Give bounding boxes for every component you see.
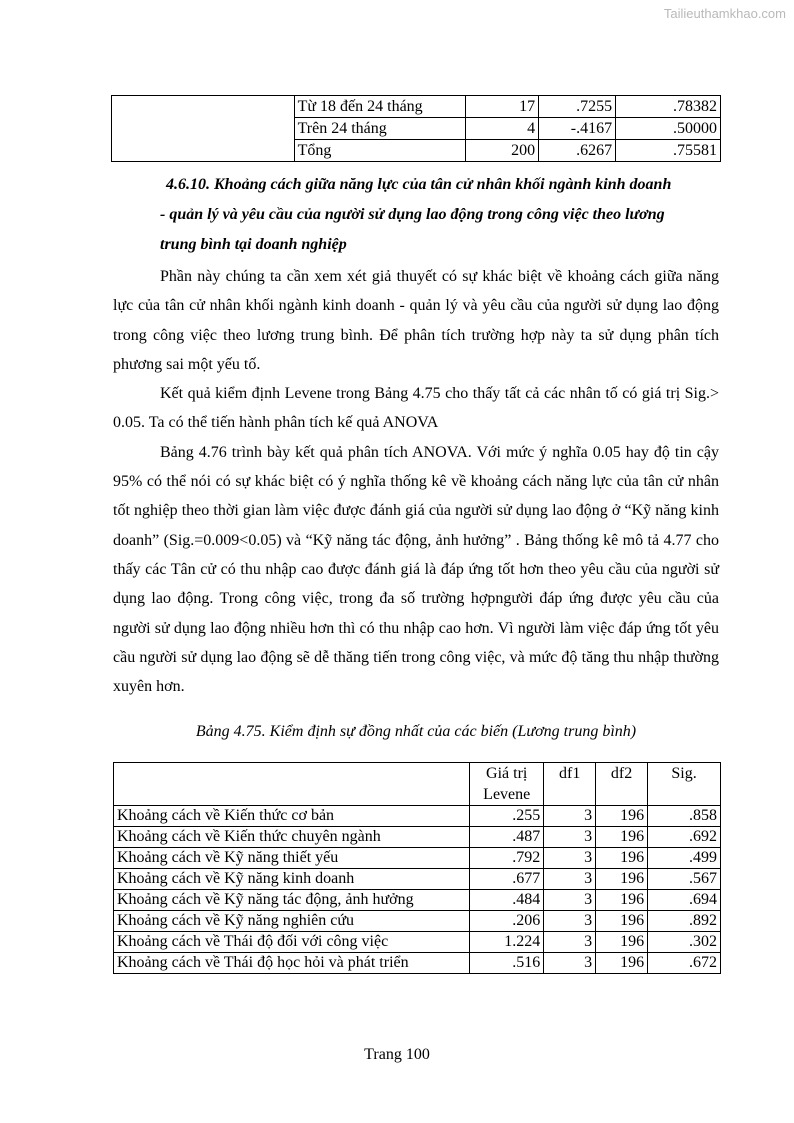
table-row (114, 869, 721, 890)
df1-cell: 3 (544, 911, 596, 932)
watermark: Tailieuthamkhao.com (663, 6, 786, 21)
row-label: Khoảng cách về Kiến thức chuyên ngành (114, 827, 470, 848)
header-empty-cell (114, 763, 470, 806)
body-text (113, 262, 719, 701)
heading-line: trung bình tại doanh nghiệp (160, 236, 347, 253)
paragraph: Kết quả kiểm định Levene trong Bảng 4.75 cho thấy tất cả các nhân tố có giá trị Sig.> 0.05. Ta có thể tiến hành phân tích kế quả ANOVA (113, 385, 719, 432)
page-number: Trang 100 (364, 1046, 430, 1063)
header-levene: Giá trị Levene (470, 763, 544, 806)
levene-cell: .484 (470, 890, 544, 911)
df2-cell: 196 (596, 911, 648, 932)
sig-cell: .302 (648, 932, 721, 953)
table-row (114, 911, 721, 932)
paragraph: Phần này chúng ta cần xem xét giả thuyết có sự khác biệt về khoảng cách giữa năng lực của tân cử nhân khối ngành kinh doanh - quản lý và yêu cầu của người sử dụng lao động trong công việc theo lương trung bình. Để phân tích trường hợp này ta sử dụng phân tích phương sai một yếu tố. (113, 268, 719, 373)
sig-cell: .692 (648, 827, 721, 848)
heading-line: 4.6.10. Khoảng cách giữa năng lực của tân cử nhân khối ngành kinh doanh (166, 176, 672, 193)
df2-cell: 196 (596, 953, 648, 974)
mean-cell: .7255 (539, 96, 616, 118)
levene-cell: .792 (470, 848, 544, 869)
row-label: Tổng (294, 140, 466, 162)
levene-cell: .206 (470, 911, 544, 932)
df2-cell: 196 (596, 827, 648, 848)
merged-group-cell (112, 96, 295, 162)
row-label: Khoảng cách về Thái độ học hỏi và phát triển (114, 953, 470, 974)
section-heading (160, 170, 720, 260)
df2-cell: 196 (596, 848, 648, 869)
df1-cell: 3 (544, 806, 596, 827)
df1-cell: 3 (544, 932, 596, 953)
sig-cell: .858 (648, 806, 721, 827)
levene-cell: .516 (470, 953, 544, 974)
df2-cell: 196 (596, 869, 648, 890)
descriptive-table-fragment (111, 95, 721, 162)
sig-cell: .499 (648, 848, 721, 869)
df1-cell: 3 (544, 953, 596, 974)
row-label: Khoảng cách về Kỹ năng kinh doanh (114, 869, 470, 890)
levene-test-table (113, 762, 721, 974)
df2-cell: 196 (596, 890, 648, 911)
levene-cell: 1.224 (470, 932, 544, 953)
table-row (114, 806, 721, 827)
header-sig: Sig. (648, 763, 721, 806)
table-row (114, 890, 721, 911)
header-df2: df2 (596, 763, 648, 806)
mean-cell: -.4167 (539, 118, 616, 140)
paragraph: Bảng 4.76 trình bày kết quả phân tích ANOVA. Với mức ý nghĩa 0.05 hay độ tin cậy 95% có thể nói có sự khác biệt có ý nghĩa thống kê về khoảng cách năng lực của tân cử nhân tốt nghiệp theo thời gian làm việc được đánh giá của người sử dụng lao động ở “Kỹ năng kinh doanh” (Sig.=0.009<0.05) và “Kỹ năng tác động, ảnh hưởng” . Bảng thống kê mô tả 4.77 cho thấy các Tân cử có thu nhập cao được đánh giá là đáp ứng tốt hơn theo yêu cầu của người sử dụng lao động. Trong công việc, trong đa số trường hợpngười đáp ứng được yêu cầu của người sử dụng lao động nhiều hơn thì có thu nhập cao hơn. Vì người làm việc đáp ứng tốt yêu cầu người sử dụng lao động sẽ dễ thăng tiến trong công việc, và mức độ tăng thu nhập thường xuyên hơn. (113, 443, 719, 696)
row-label: Khoảng cách về Kỹ năng tác động, ảnh hưởng (114, 890, 470, 911)
heading-line: - quản lý và yêu cầu của người sử dụng lao động trong công việc theo lương (160, 206, 665, 223)
df1-cell: 3 (544, 848, 596, 869)
row-label: Khoảng cách về Kỹ năng thiết yếu (114, 848, 470, 869)
sd-cell: .50000 (616, 118, 721, 140)
df1-cell: 3 (544, 869, 596, 890)
n-cell: 200 (466, 140, 539, 162)
levene-cell: .487 (470, 827, 544, 848)
n-cell: 4 (466, 118, 539, 140)
row-label: Trên 24 tháng (294, 118, 466, 140)
mean-cell: .6267 (539, 140, 616, 162)
sig-cell: .567 (648, 869, 721, 890)
levene-cell: .255 (470, 806, 544, 827)
row-label: Khoảng cách về Thái độ đối với công việc (114, 932, 470, 953)
table-row (114, 848, 721, 869)
table-caption: Bảng 4.75. Kiểm định sự đồng nhất của các biến (Lương trung bình) (195, 723, 637, 740)
n-cell: 17 (466, 96, 539, 118)
sd-cell: .78382 (616, 96, 721, 118)
df1-cell: 3 (544, 827, 596, 848)
sig-cell: .694 (648, 890, 721, 911)
row-label: Khoảng cách về Kiến thức cơ bản (114, 806, 470, 827)
sig-cell: .892 (648, 911, 721, 932)
table-row (114, 932, 721, 953)
df2-cell: 196 (596, 932, 648, 953)
sd-cell: .75581 (616, 140, 721, 162)
row-label: Khoảng cách về Kỹ năng nghiên cứu (114, 911, 470, 932)
sig-cell: .672 (648, 953, 721, 974)
table-row (114, 827, 721, 848)
table-row (114, 953, 721, 974)
table-header-row (114, 763, 721, 806)
levene-cell: .677 (470, 869, 544, 890)
df1-cell: 3 (544, 890, 596, 911)
row-label: Từ 18 đến 24 tháng (294, 96, 466, 118)
df2-cell: 196 (596, 806, 648, 827)
table-row (112, 96, 721, 118)
header-df1: df1 (544, 763, 596, 806)
